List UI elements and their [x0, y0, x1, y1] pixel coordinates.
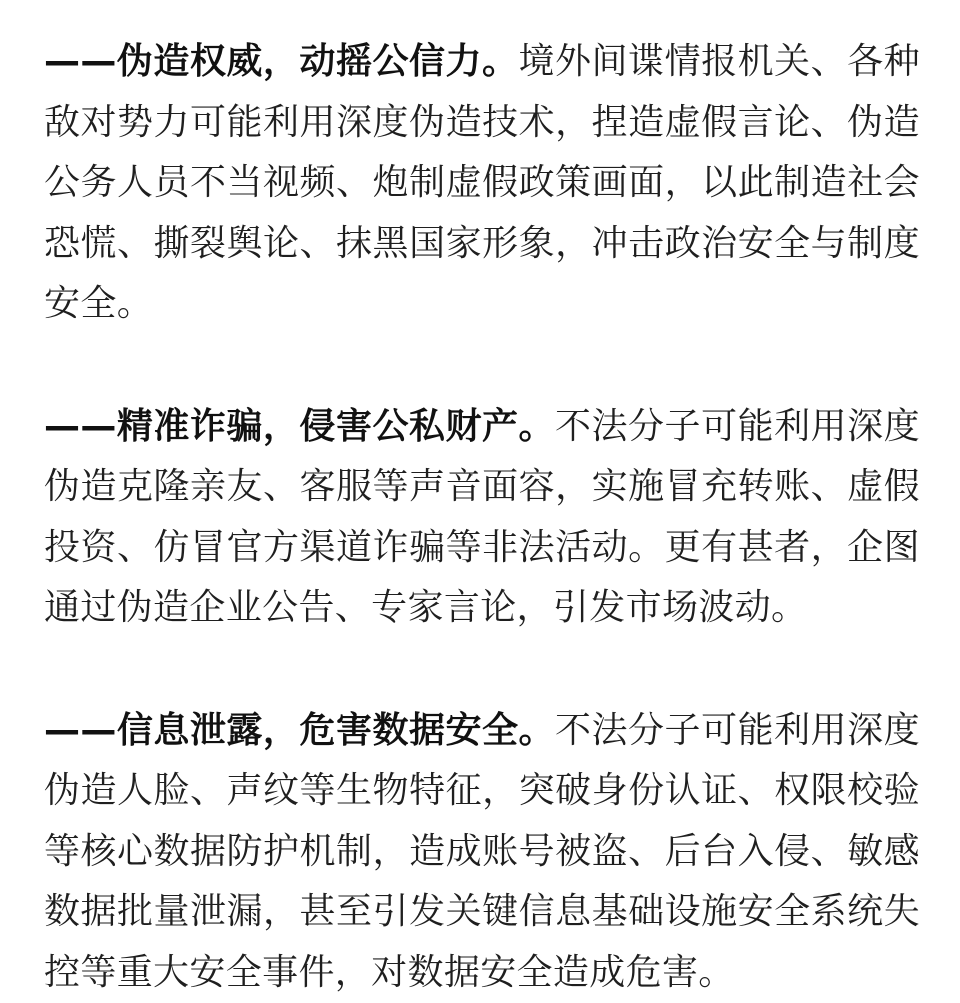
paragraph-lead: ——伪造权威，动摇公信力。: [44, 41, 519, 82]
paragraph-text: 不法分子可能利用深度伪造克隆亲友、客服等声音面容，实施冒充转账、虚假投资、仿冒官方渠道诈骗等非法活动。更有甚者，企图通过伪造企业公告、专家言论，引发市场波动。: [44, 406, 920, 629]
article-body: [44, 32, 920, 1003]
paragraph-data-leak: [44, 701, 920, 1003]
paragraph-lead: ——信息泄露，危害数据安全。: [44, 710, 555, 751]
paragraph-precise-fraud: [44, 397, 920, 639]
paragraph-forged-authority: [44, 32, 920, 335]
paragraph-text: 境外间谍情报机关、各种敌对势力可能利用深度伪造技术，捏造虚假言论、伪造公务人员不当视频、炮制虚假政策画面，以此制造社会恐慌、撕裂舆论、抹黑国家形象，冲击政治安全与制度安全。: [44, 41, 920, 324]
paragraph-text: 不法分子可能利用深度伪造人脸、声纹等生物特征，突破身份认证、权限校验等核心数据防护机制，造成账号被盗、后台入侵、敏感数据批量泄漏，甚至引发关键信息基础设施安全系统失控等重大安全事件，对数据安全造成危害。: [44, 710, 920, 993]
paragraph-lead: ——精准诈骗，侵害公私财产。: [44, 406, 555, 447]
